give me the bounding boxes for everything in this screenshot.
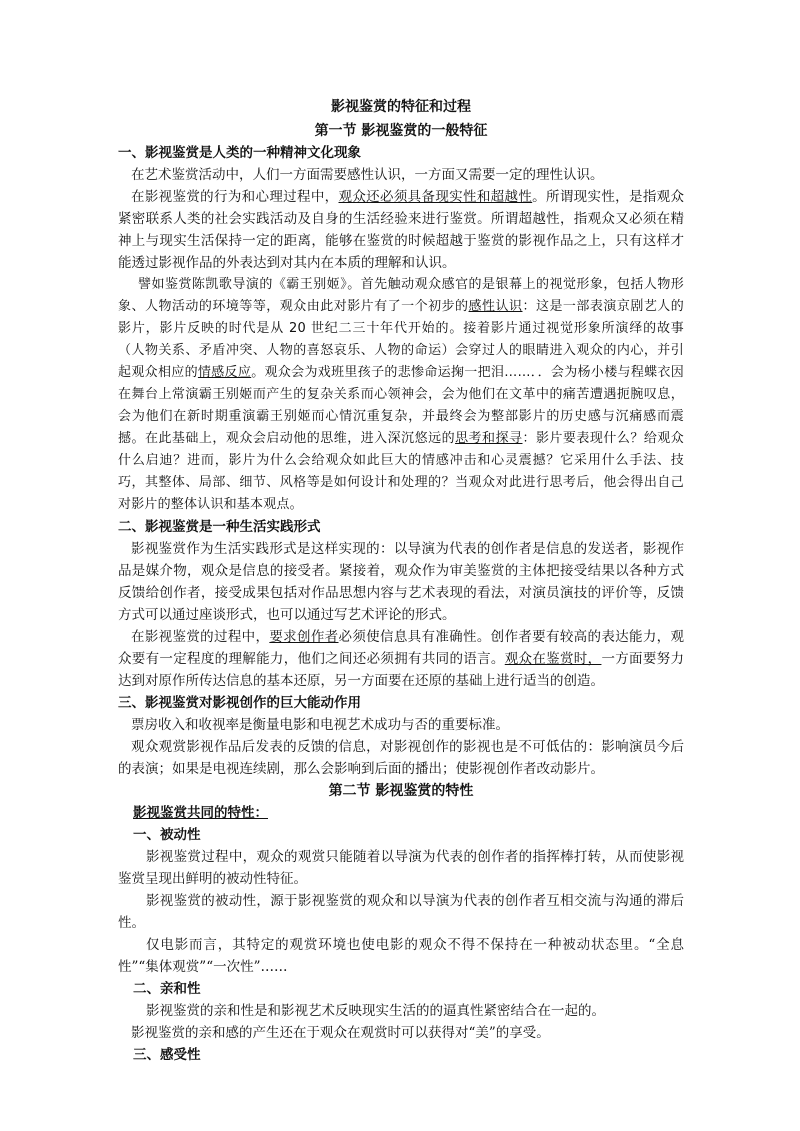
paragraph-5 xyxy=(118,626,684,692)
common-features-label: 影视鉴赏共同的特性： xyxy=(133,805,268,821)
paragraph-9: 影视鉴赏的被动性，源于影视鉴赏的观众和以导演为代表的创作者互相交流与沟通的滞后性。 xyxy=(118,893,684,931)
paragraph-3-underlined-1: 感性认识 xyxy=(468,299,523,314)
paragraph-5-text-c: 一方面要努力达到对原作所传达信息的基本还原，另一方面要在还原的基础上进行适当的创造。 xyxy=(118,651,684,689)
section-2-title: 第二节 影视鉴赏的特性 xyxy=(328,783,474,799)
heading-1-2: 二、影视鉴赏是一种生活实践形式 xyxy=(118,519,321,535)
paragraph-11: 影视鉴赏的亲和性是和影视艺术反映现实生活的的逼真性紧密结合在一起的。 xyxy=(146,1003,605,1019)
paragraph-3-text-c: 。观众会为戏班里孩子的悲惨命运掬一把泪……．．会为杨小楼与程蝶衣因在舞台上常演霸王别姬而产生的复杂关系而心领神会，会为他们在文革中的痛苦遭遇扼腕叹息，会为他们在新时期重演霸王别姬而心情沉重复杂，并最终会为整部影片的历史感与沉痛感而震撼。在此基础上，观众会启动他的思维，进入深沉悠远的 xyxy=(118,365,684,446)
paragraph-4: 影视鉴赏作为生活实践形式是这样实现的：以导演为代表的创作者是信息的发送者，影视作品是媒介物，观众是信息的接受者。紧接着，观众作为审美鉴赏的主体把接受结果以各种方式反馈给创作者，接受成果包括对作品思想内容与艺术表现的看法，对演员演技的评价等，反馈方式可以通过座谈形式，也可以通过写艺术评论的形式。 xyxy=(118,541,684,623)
heading-1-3: 三、影视鉴赏对影视创作的巨大能动作用 xyxy=(118,695,361,711)
paragraph-10: 仅电影而言，其特定的观赏环境也使电影的观众不得不保持在一种被动状态里。“全息性”“集体观赏”“一次性”…… xyxy=(118,937,684,975)
paragraph-2 xyxy=(118,186,684,274)
section-1-title: 第一节 影视鉴赏的一般特征 xyxy=(314,123,488,139)
heading-1-1: 一、影视鉴赏是人类的一种精神文化现象 xyxy=(118,145,361,161)
document-page xyxy=(118,96,684,1066)
paragraph-1: 在艺术鉴赏活动中，人们一方面需要感性认识，一方面又需要一定的理性认识。 xyxy=(131,167,604,183)
common-features-heading xyxy=(118,802,684,824)
paragraph-8: 影视鉴赏过程中，观众的观赏只能随着以导演为代表的创作者的指挥棒打转，从而使影视鉴赏呈现出鲜明的被动性特征。 xyxy=(118,849,684,887)
paragraph-6: 票房收入和收视率是衡量电影和电视艺术成功与否的重要标准。 xyxy=(131,717,509,733)
paragraph-7: 观众观赏影视作品后发表的反馈的信息，对影视创作的影视也是不可低估的：影响演员今后的表演；如果是电视连续剧，那么会影响到后面的播出；使影视创作者改动影片。 xyxy=(118,739,684,777)
document-title: 影视鉴赏的特征和过程 xyxy=(331,99,471,115)
paragraph-5-text-a: 在影视鉴赏的过程中， xyxy=(131,629,270,645)
paragraph-5-underlined-2: 观众在鉴赏时， xyxy=(504,651,602,667)
paragraph-5-text-b: 必须使信息具有准确性。创作者要有较高的表达能力，观众要有一定程度的理解能力，他们之间还必须拥有共同的语言。 xyxy=(118,629,685,667)
paragraph-3-text-b: ：这是一部表演京剧艺人的影片，影片反映的时代是从 20 世纪二三十年代开始的。接着影片通过视觉形象所演绎的故事（人物关系、矛盾冲突、人物的喜怒哀乐、人物的命运）会穿过人的眼睛进入观众的内心，并引起观众相应的 xyxy=(118,299,684,380)
paragraph-3-text-d: ：影片要表现什么？给观众什么启迪？进而，影片为什么会给观众如此巨大的情感冲击和心灵震撼？它采用什么手法、技巧，其整体、局部、细节、风格等是如何设计和处理的？当观众对此进行思考后，他会得出自己对影片的整体认识和基本观点。 xyxy=(118,431,684,512)
paragraph-2-text-a: 在影视鉴赏的行为和心理过程中， xyxy=(131,189,339,205)
heading-2-2: 二、亲和性 xyxy=(133,981,201,997)
paragraph-12: 影视鉴赏的亲和感的产生还在于观众在观赏时可以获得对“美”的享受。 xyxy=(131,1025,550,1041)
heading-2-1: 一、被动性 xyxy=(133,827,201,843)
paragraph-3-underlined-2: 情感反应 xyxy=(197,365,252,380)
paragraph-2-text-b: 。所谓现实性，是指观众紧密联系人类的社会实践活动及自身的生活经验来进行鉴赏。所谓超越性，指观众又必须在精神上与现实生活保持一定的距离，能够在鉴赏的时候超越于鉴赏的影视作品之上，只有这样才能透过影视作品的外表达到对其内在本质的理解和认识。 xyxy=(118,189,685,271)
paragraph-3-text-a: 譬如鉴赏陈凯歌导演的《霸王别姬》。首先触动观众感官的是银幕上的视觉形象，包括人物形象、人物活动的环境等等，观众由此对影片有了一个初步的 xyxy=(118,277,684,314)
paragraph-3-underlined-3: 思考和探寻 xyxy=(455,431,523,446)
paragraph-2-underlined: 观众还必须具备现实性和超越性 xyxy=(338,189,533,205)
paragraph-3-example xyxy=(118,274,684,516)
paragraph-5-underlined-1: 要求创作者 xyxy=(269,629,339,645)
heading-2-3: 三、感受性 xyxy=(133,1047,201,1063)
